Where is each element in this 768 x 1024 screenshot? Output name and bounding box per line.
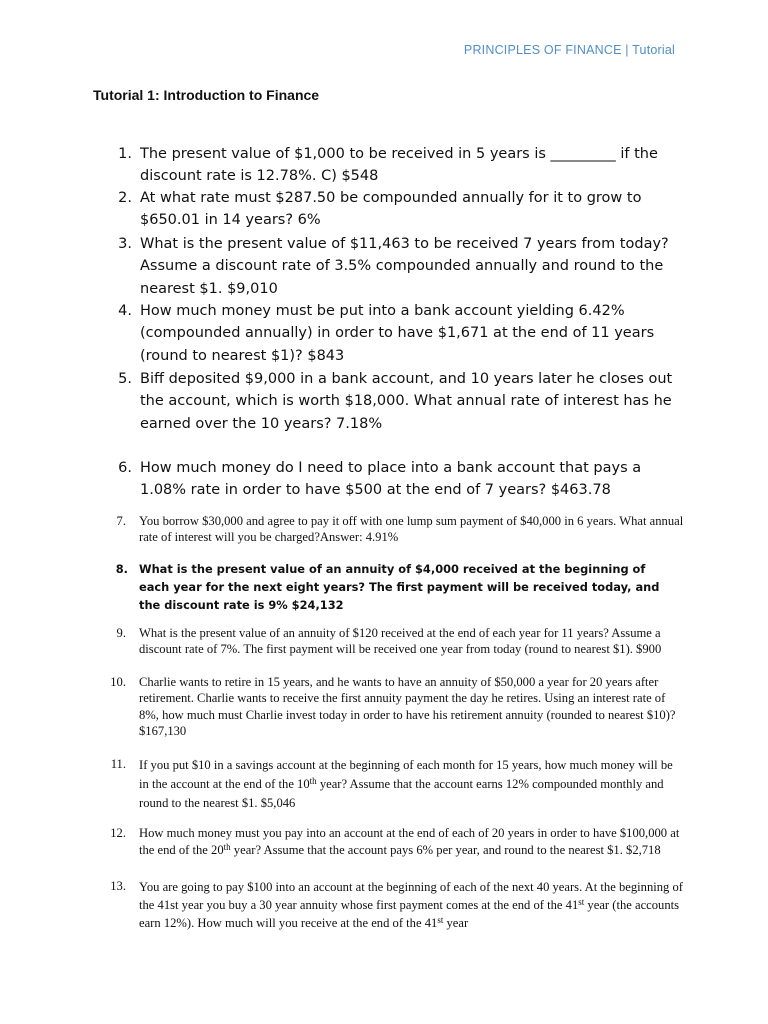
- question-text: You borrow $30,000 and agree to pay it off with one lump sum payment of $40,000 in 6 years. What annual rate of interest will you be charged?Answer: 4.91%: [139, 514, 684, 545]
- question-text: The present value of $1,000 to be received in 5 years is _________ if the discount rate is 12.78%. C) $548: [140, 146, 658, 185]
- question-number: 7.: [116, 514, 126, 528]
- question-text: If you put $10 in a savings account at the beginning of each month for 15 years, how much money will be in the account at the end of the 10th year? Assume that the account earns 12% compounded monthly and round to the nearest $1. $5,046: [139, 758, 673, 810]
- question-number: 12.: [110, 826, 126, 840]
- question-text: How much money do I need to place into a bank account that pays a 1.08% rate in order to have $500 at the end of 7 years? $463.78: [140, 460, 642, 499]
- question-number: 1.: [118, 146, 132, 162]
- page-title: Tutorial 1: Introduction to Finance: [93, 87, 320, 103]
- question-text: Charlie wants to retire in 15 years, and he wants to have an annuity of $50,000 a year for 20 years after retirement. Charlie wants to receive the first annuity payment the day he retires. Using an interest rate of 8%, how much must Charlie invest today in order to have his retirement annuity (rounded to nearest $10)? $167,130: [139, 675, 676, 739]
- question-number: 10.: [110, 675, 126, 689]
- question-number: 3.: [118, 236, 132, 252]
- question-text: What is the present value of an annuity of $120 received at the end of each year for 11 years? Assume a discount rate of 7%. The first payment will be received one year from today (round to nearest $1). $900: [139, 626, 662, 657]
- question-number: 13.: [110, 879, 126, 893]
- question-number: 11.: [110, 757, 126, 771]
- question-text: At what rate must $287.50 be compounded annually for it to grow to $650.01 in 14 years? 6%: [140, 190, 642, 229]
- question-number: 9.: [116, 626, 126, 640]
- page-header: PRINCIPLES OF FINANCE | Tutorial: [463, 43, 675, 57]
- question-number: 4.: [118, 303, 132, 319]
- question-number: 2.: [118, 190, 132, 206]
- question-text: How much money must you pay into an account at the end of each of 20 years in order to have $100,000 at the end of the 20th year? Assume that the account pays 6% per year, and round to the nearest $1. $2,718: [139, 826, 680, 857]
- question-text: What is the present value of $11,463 to be received 7 years from today? Assume a discount rate of 3.5% compounded annually and round to the nearest $1. $9,010: [140, 236, 669, 297]
- question-number: 6.: [118, 460, 132, 476]
- question-text: What is the present value of an annuity of $4,000 received at the beginning of each year for the next eight years? The first payment will be received today, and the discount rate is 9% $24,132: [139, 562, 660, 612]
- question-text: You are going to pay $100 into an account at the beginning of each of the next 40 years. At the beginning of the 41st year you buy a 30 year annuity whose first payment comes at the end of the 41st year (the accounts earn 12%). How much will you receive at the end of the 41st year: [139, 880, 683, 930]
- question-number: 8.: [115, 562, 128, 576]
- question-text: Biff deposited $9,000 in a bank account, and 10 years later he closes out the account, which is worth $18,000. What annual rate of interest has he earned over the 10 years? 7.18%: [140, 371, 673, 432]
- question-text: How much money must be put into a bank account yielding 6.42% (compounded annually) in order to have $1,671 at the end of 11 years (round to nearest $1)? $843: [140, 303, 655, 364]
- question-number: 5.: [118, 371, 132, 387]
